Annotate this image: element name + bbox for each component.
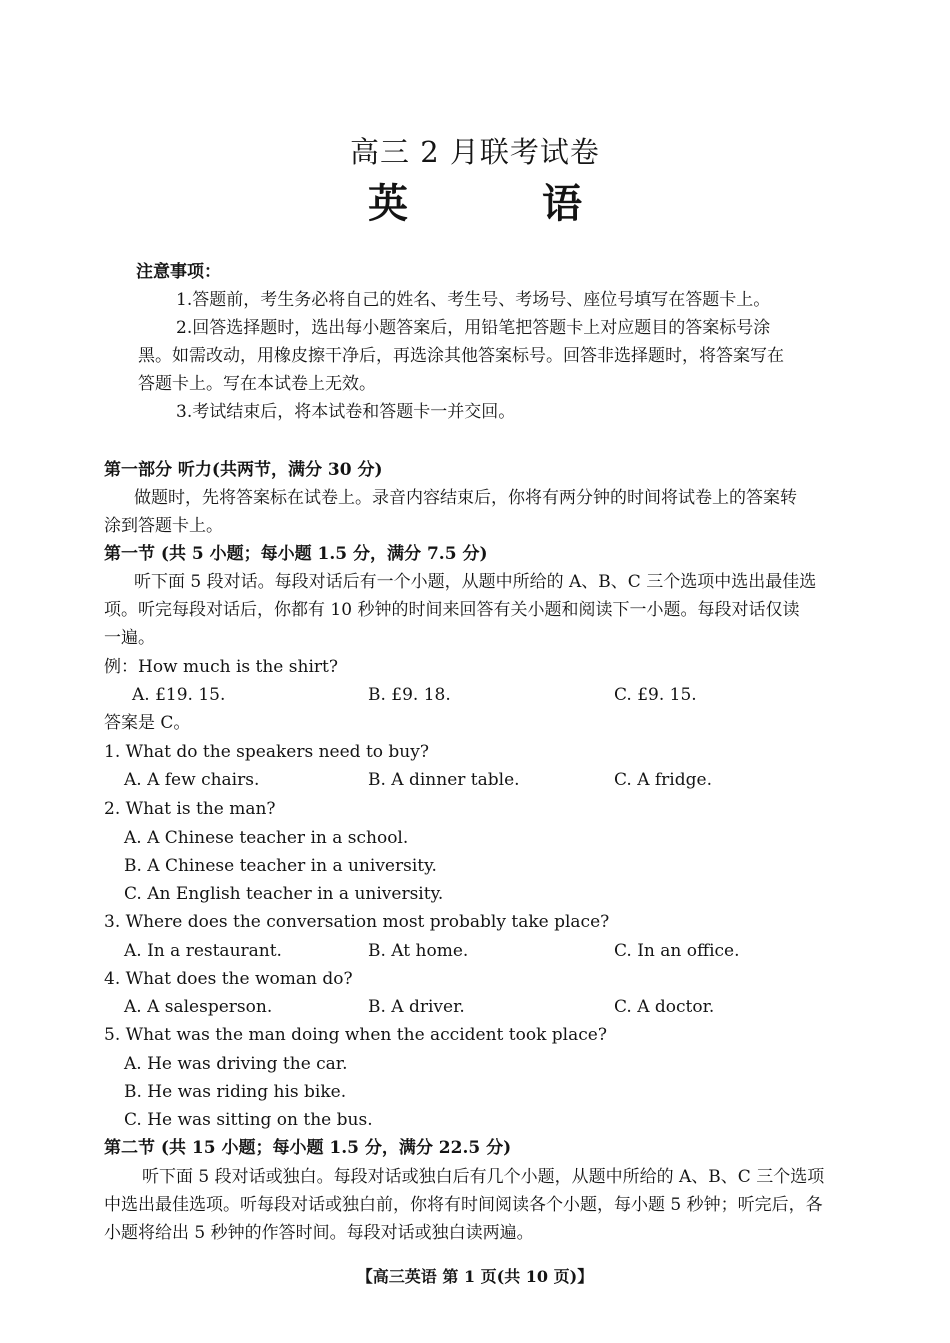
example-option-b: B. £9. 18.	[368, 685, 451, 705]
q2-option-a: A. A Chinese teacher in a school.	[124, 828, 409, 848]
section2-heading: 第二节 (共 15 小题；每小题 1.5 分，满分 22.5 分)	[104, 1138, 512, 1158]
section1-desc-c: 一遍。	[104, 628, 155, 648]
notice-line-2b: 黑。如需改动，用橡皮擦干净后，再选涂其他答案标号。回答非选择题时，将答案写在	[138, 346, 784, 366]
q1-stem: 1. What do the speakers need to buy?	[104, 742, 429, 762]
q4-option-b: B. A driver.	[368, 997, 465, 1017]
notice-heading: 注意事项：	[136, 262, 221, 282]
q1-option-c: C. A fridge.	[614, 770, 712, 790]
page-footer: 【高三英语 第 1 页(共 10 页)】	[356, 1267, 594, 1286]
example-option-a: A. £19. 15.	[132, 685, 226, 705]
q3-option-c: C. In an office.	[614, 941, 740, 961]
subject-title: 英 语	[368, 180, 642, 227]
section1-desc-b: 项。听完每段对话后，你都有 10 秒钟的时间来回答有关小题和阅读下一小题。每段对话仅读	[104, 600, 800, 620]
q3-option-a: A. In a restaurant.	[124, 941, 282, 961]
q5-option-b: B. He was riding his bike.	[124, 1082, 347, 1102]
q1-option-b: B. A dinner table.	[368, 770, 520, 790]
q5-option-c: C. He was sitting on the bus.	[124, 1110, 373, 1130]
part1-desc-b: 涂到答题卡上。	[104, 516, 223, 536]
q3-option-b: B. At home.	[368, 941, 469, 961]
section1-heading: 第一节 (共 5 小题；每小题 1.5 分，满分 7.5 分)	[104, 544, 488, 564]
q4-option-a: A. A salesperson.	[124, 997, 273, 1017]
part1-desc-a: 做题时，先将答案标在试卷上。录音内容结束后，你将有两分钟的时间将试卷上的答案转	[134, 488, 797, 508]
q2-stem: 2. What is the man?	[104, 799, 276, 819]
q5-option-a: A. He was driving the car.	[124, 1054, 348, 1074]
q4-stem: 4. What does the woman do?	[104, 969, 353, 989]
example-question: 例：How much is the shirt?	[104, 657, 338, 677]
example-option-c: C. £9. 15.	[614, 685, 697, 705]
section1-desc-a: 听下面 5 段对话。每段对话后有一个小题，从题中所给的 A、B、C 三个选项中选出最佳选	[134, 572, 817, 592]
q5-stem: 5. What was the man doing when the accident took place?	[104, 1025, 607, 1045]
q1-option-a: A. A few chairs.	[124, 770, 260, 790]
notice-line-2c: 答题卡上。写在本试卷上无效。	[138, 374, 376, 394]
q3-stem: 3. Where does the conversation most probably take place?	[104, 912, 610, 932]
section2-desc-a: 听下面 5 段对话或独白。每段对话或独白后有几个小题，从题中所给的 A、B、C 三个选项	[142, 1167, 825, 1187]
notice-line-2a: 2.回答选择题时，选出每小题答案后，用铅笔把答题卡上对应题目的答案标号涂	[176, 318, 771, 338]
q2-option-c: C. An English teacher in a university.	[124, 884, 444, 904]
exam-title: 高三 2 月联考试卷	[350, 135, 600, 169]
section2-desc-c: 小题将给出 5 秒钟的作答时间。每段对话或独白读两遍。	[104, 1223, 534, 1243]
notice-line-3: 3.考试结束后，将本试卷和答题卡一并交回。	[176, 402, 516, 422]
section2-desc-b: 中选出最佳选项。听每段对话或独白前，你将有时间阅读各个小题，每小题 5 秒钟；听完后，各	[104, 1195, 823, 1215]
q2-option-b: B. A Chinese teacher in a university.	[124, 856, 437, 876]
q4-option-c: C. A doctor.	[614, 997, 715, 1017]
example-answer: 答案是 C。	[104, 713, 191, 733]
part1-heading: 第一部分 听力(共两节，满分 30 分)	[104, 460, 383, 480]
notice-line-1: 1.答题前，考生务必将自己的姓名、考生号、考场号、座位号填写在答题卡上。	[176, 290, 771, 310]
